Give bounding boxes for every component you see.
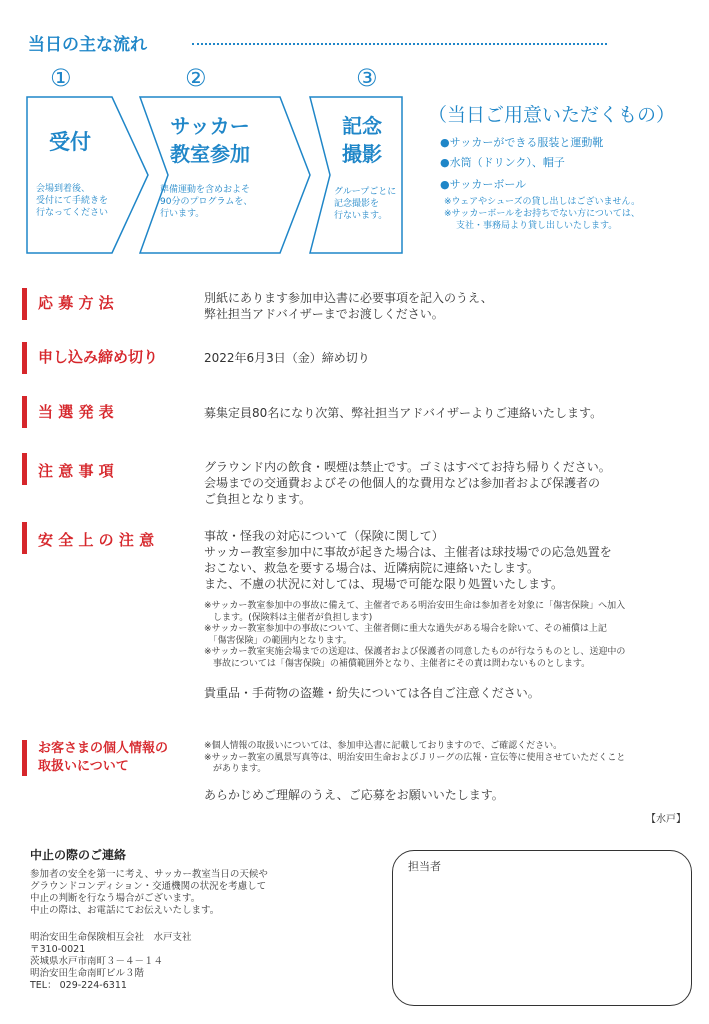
safety-heading: 安 全 上 の 注 意 <box>38 531 155 549</box>
safety-notes: ※サッカー教室参加中の事故に備えて、主催者である明治安田生命は参加者を対象に「傷害保険」へ加入 します。(保険料は主催者が負担します) ※サッカー教室参加中の事故について、主催者側に重大な過失がある場合を除いて、その補償は上記 「傷害保険」の範囲内となります。 ※サッカー教室実施会場までの送迎は、保護者および保護者の同意したものが行なうものとし、送迎中の 事故については「傷害保険」の補償範囲外となり、主催者にその責は問わないものとします。 <box>204 601 626 669</box>
cancel-body: 参加者の安全を第一に考え、サッカー教室当日の天候や グラウンドコンディション・交通機関の状況を考慮して 中止の判断を行なう場合がございます。 中止の際は、お電話にてお伝えいたします。 <box>30 869 268 916</box>
privacy-tail: あらかじめご理解のうえ、ご応募をお願いいたします。 <box>204 788 504 802</box>
section-bar <box>22 288 27 320</box>
apply-heading: 応 募 方 法 <box>38 294 114 312</box>
caution-body: グラウンド内の飲食・喫煙は禁止です。ゴミはすべてお持ち帰りください。 会場までの交通費およびその他個人的な費用などは参加者および保護者の ご負担となります。 <box>204 460 611 506</box>
privacy-notes: ※個人情報の取扱いについては、参加申込書に記載しておりますので、ご確認ください。 ※サッカー教室の風景写真等は、明治安田生命およびＪリーグの広報・宣伝等に使用させていただくこと があります。 <box>204 741 626 774</box>
step-3-title: 記念 撮影 <box>342 114 382 166</box>
step-3-desc: グループごとに 記念撮影を 行ないます。 <box>334 187 397 221</box>
section-bar <box>22 342 27 374</box>
step-2-number: ② <box>185 64 207 92</box>
step-1-box <box>27 97 148 253</box>
prep-item: ●水筒（ドリンク）、帽子 <box>440 156 565 169</box>
page-title: 当日の主な流れ <box>28 35 147 55</box>
prep-item: ●サッカーボール <box>440 178 527 191</box>
prep-heading: （当日ご用意いただくもの） <box>428 104 676 126</box>
section-bar <box>22 522 27 554</box>
deadline-heading: 申し込み締め切り <box>38 348 159 366</box>
section-bar <box>22 740 27 776</box>
safety-tail: 貴重品・手荷物の盗難・紛失については各自ご注意ください。 <box>204 686 540 700</box>
step-3-number: ③ <box>356 64 378 92</box>
step-1-title: 受付 <box>49 130 91 154</box>
result-body: 募集定員80名になり次第、弊社担当アドバイザーよりご連絡いたします。 <box>204 406 603 420</box>
cancel-heading: 中止の際のご連絡 <box>30 848 127 862</box>
prep-item: ●サッカーができる服装と運動靴 <box>440 136 604 149</box>
deadline-body: 2022年6月3日（金）締め切り <box>204 351 370 365</box>
prep-note: ※ウェアやシューズの貸し出しはございません。 ※サッカーボールをお持ちでない方については、 支社・事務局より貸し出しいたします。 <box>444 197 641 231</box>
staff-label: 担当者 <box>408 860 441 873</box>
step-1-desc: 会場到着後、 受付にて手続きを 行なってください <box>36 184 109 218</box>
region-tag: 【水戸】 <box>646 814 686 825</box>
step-2-desc: 準備運動を含めおよそ 90分のプログラムを、 行います。 <box>160 185 253 219</box>
result-heading: 当 選 発 表 <box>38 403 114 421</box>
safety-body: 事故・怪我の対応について（保険に関して） サッカー教室参加中に事故が起きた場合は、主催者は球技場での応急処置を おこない、救急を要する場合は、近隣病院に連絡いたします。 また、不慮の状況に対しては、現場で可能な限り処置いたします。 <box>204 529 612 591</box>
apply-body: 別紙にあります参加申込書に必要事項を記入のうえ、 弊社担当アドバイザーまでお渡しください。 <box>204 291 493 321</box>
section-bar <box>22 396 27 428</box>
step-2-title: サッカー 教室参加 <box>170 114 250 166</box>
office-address: 明治安田生命保険相互会社 水戸支社 〒310-0021 茨城県水戸市南町３－４－１４ 明治安田生命南町ビル３階 TEL： 029-224-6311 <box>30 932 192 991</box>
caution-heading: 注 意 事 項 <box>38 462 114 480</box>
step-1-number: ① <box>50 64 72 92</box>
section-bar <box>22 453 27 485</box>
privacy-heading: お客さまの個人情報の 取扱いについて <box>38 741 169 774</box>
